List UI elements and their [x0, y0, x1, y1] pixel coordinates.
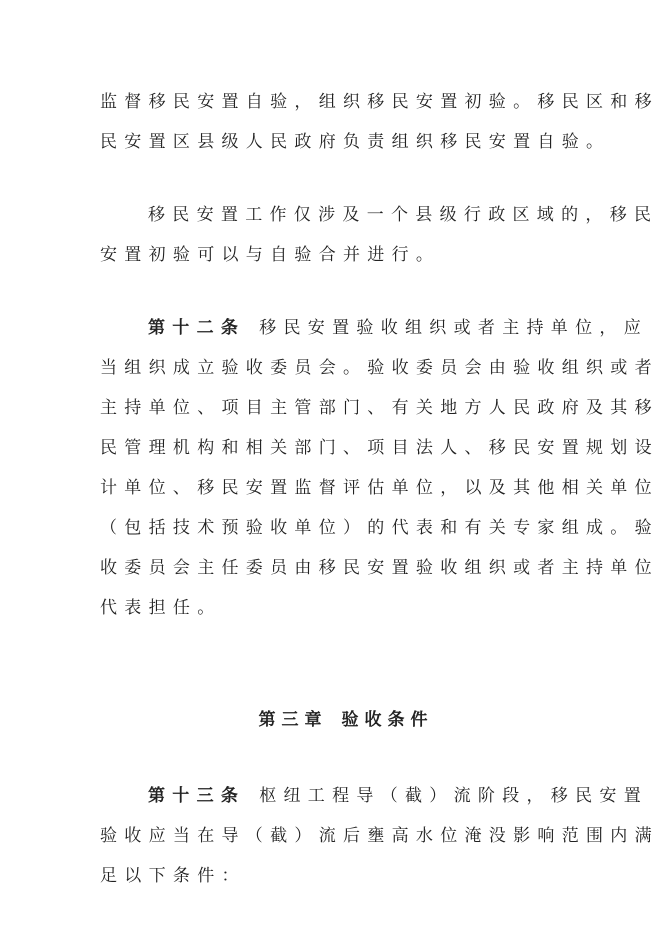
text-line: 验收应当在导（截）流后壅高水位淹没影响范围内满 — [100, 826, 659, 846]
paragraph-1 — [100, 82, 659, 162]
text-line: 监督移民安置自验，组织移民安置初验。移民区和移 — [100, 92, 659, 112]
text-line: 移民安置工作仅涉及一个县级行政区域的，移民 — [148, 205, 659, 225]
article-first-line — [100, 776, 649, 816]
text-line: 民安置区县级人民政府负责组织移民安置自验。 — [100, 132, 611, 152]
text-line: 足以下条件： — [100, 866, 246, 886]
chapter-title: 验收条件 — [341, 710, 434, 730]
text-line: （包括技术预验收单位）的代表和有关专家组成。验 — [100, 518, 659, 538]
text-line: 民管理机构和相关部门、项目法人、移民安置规划设 — [100, 438, 659, 458]
chapter-heading — [100, 700, 562, 740]
article-first-line — [100, 308, 649, 348]
text-line: 当组织成立验收委员会。验收委员会由验收组织或者 — [100, 358, 659, 378]
text-line: 计单位、移民安置监督评估单位，以及其他相关单位 — [100, 478, 659, 498]
article-label: 第十二条 — [148, 318, 246, 338]
text-line: 安置初验可以与自验合并进行。 — [100, 245, 441, 265]
article-text: 移民安置验收组织或者主持单位，应 — [259, 318, 649, 338]
article-13 — [100, 776, 659, 896]
paragraph-2 — [100, 195, 659, 275]
chapter-number: 第三章 — [258, 710, 328, 730]
document-page — [100, 82, 659, 896]
text-line: 主持单位、项目主管部门、有关地方人民政府及其移 — [100, 398, 659, 418]
article-label: 第十三条 — [148, 786, 246, 806]
article-text: 枢纽工程导（截）流阶段，移民安置 — [259, 786, 649, 806]
article-12 — [100, 308, 659, 628]
text-line: 代表担任。 — [100, 598, 222, 618]
text-line: 收委员会主任委员由移民安置验收组织或者主持单位 — [100, 558, 659, 578]
